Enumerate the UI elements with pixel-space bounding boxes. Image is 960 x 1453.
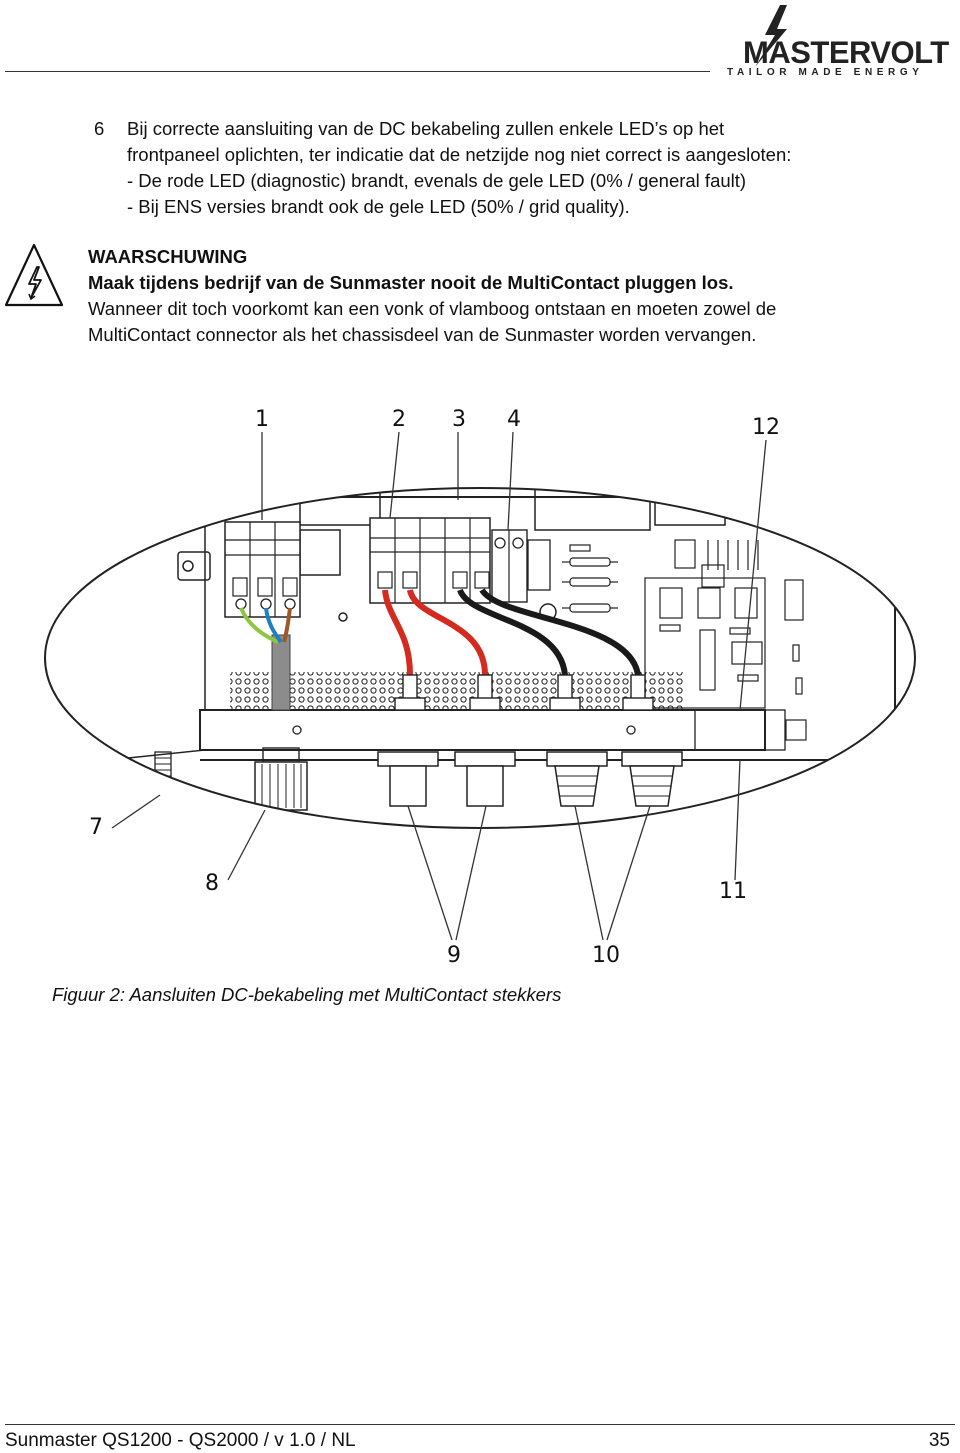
dc-minus-cable-1 <box>460 590 565 675</box>
callout-9: 9 <box>447 943 461 968</box>
warning-block <box>88 244 776 348</box>
warning-title: WAARSCHUWING <box>88 246 248 267</box>
item-text <box>127 116 887 220</box>
callout-12: 12 <box>752 415 780 440</box>
header-rule <box>5 71 710 72</box>
item-line: - Bij ENS versies brandt ook de gele LED (50% / grid quality). <box>127 196 630 217</box>
dc-wiring-figure <box>0 380 960 980</box>
item-line: frontpaneel oplichten, ter indicatie dat de netzijde nog niet correct is aangesloten: <box>127 144 792 165</box>
logo-tagline: TAILOR MADE ENERGY <box>727 67 924 78</box>
callout-1: 1 <box>255 407 269 432</box>
front-plate <box>200 710 765 750</box>
callout-4: 4 <box>507 407 521 432</box>
logo-wordmark: MASTERVOLT <box>743 34 949 71</box>
figure-caption: Figuur 2: Aansluiten DC-bekabeling met MultiContact stekkers <box>52 984 562 1005</box>
footer-rule <box>5 1424 955 1425</box>
ac-cable <box>272 635 290 710</box>
ac-terminal-block <box>225 522 300 617</box>
callout-3: 3 <box>452 407 466 432</box>
footer-document-title: Sunmaster QS1200 - QS2000 / v 1.0 / NL <box>5 1430 356 1451</box>
callout-10: 10 <box>592 943 620 968</box>
electric-hazard-triangle-icon <box>3 242 65 310</box>
callout-8: 8 <box>205 871 219 896</box>
warning-line: MultiContact connector als het chassisdeel van de Sunmaster worden vervangen. <box>88 324 757 345</box>
ventilation-grid <box>230 672 685 710</box>
item-line: Bij correcte aansluiting van de DC bekabeling zullen enkele LED’s op het <box>127 118 725 139</box>
mastervolt-logo <box>725 5 957 77</box>
page-number: 35 <box>928 1430 950 1451</box>
callout-2: 2 <box>392 407 406 432</box>
item-number: 6 <box>94 118 105 139</box>
warning-line: Wanneer dit toch voorkomt kan een vonk of vlamboog ontstaan en moeten zowel de <box>88 298 777 319</box>
callout-11: 11 <box>719 879 747 904</box>
callout-7: 7 <box>89 815 103 840</box>
warning-bold-line: Maak tijdens bedrijf van de Sunmaster nooit de MultiContact pluggen los. <box>88 272 734 293</box>
item-line: - De rode LED (diagnostic) brandt, evenals de gele LED (0% / general fault) <box>127 170 747 191</box>
